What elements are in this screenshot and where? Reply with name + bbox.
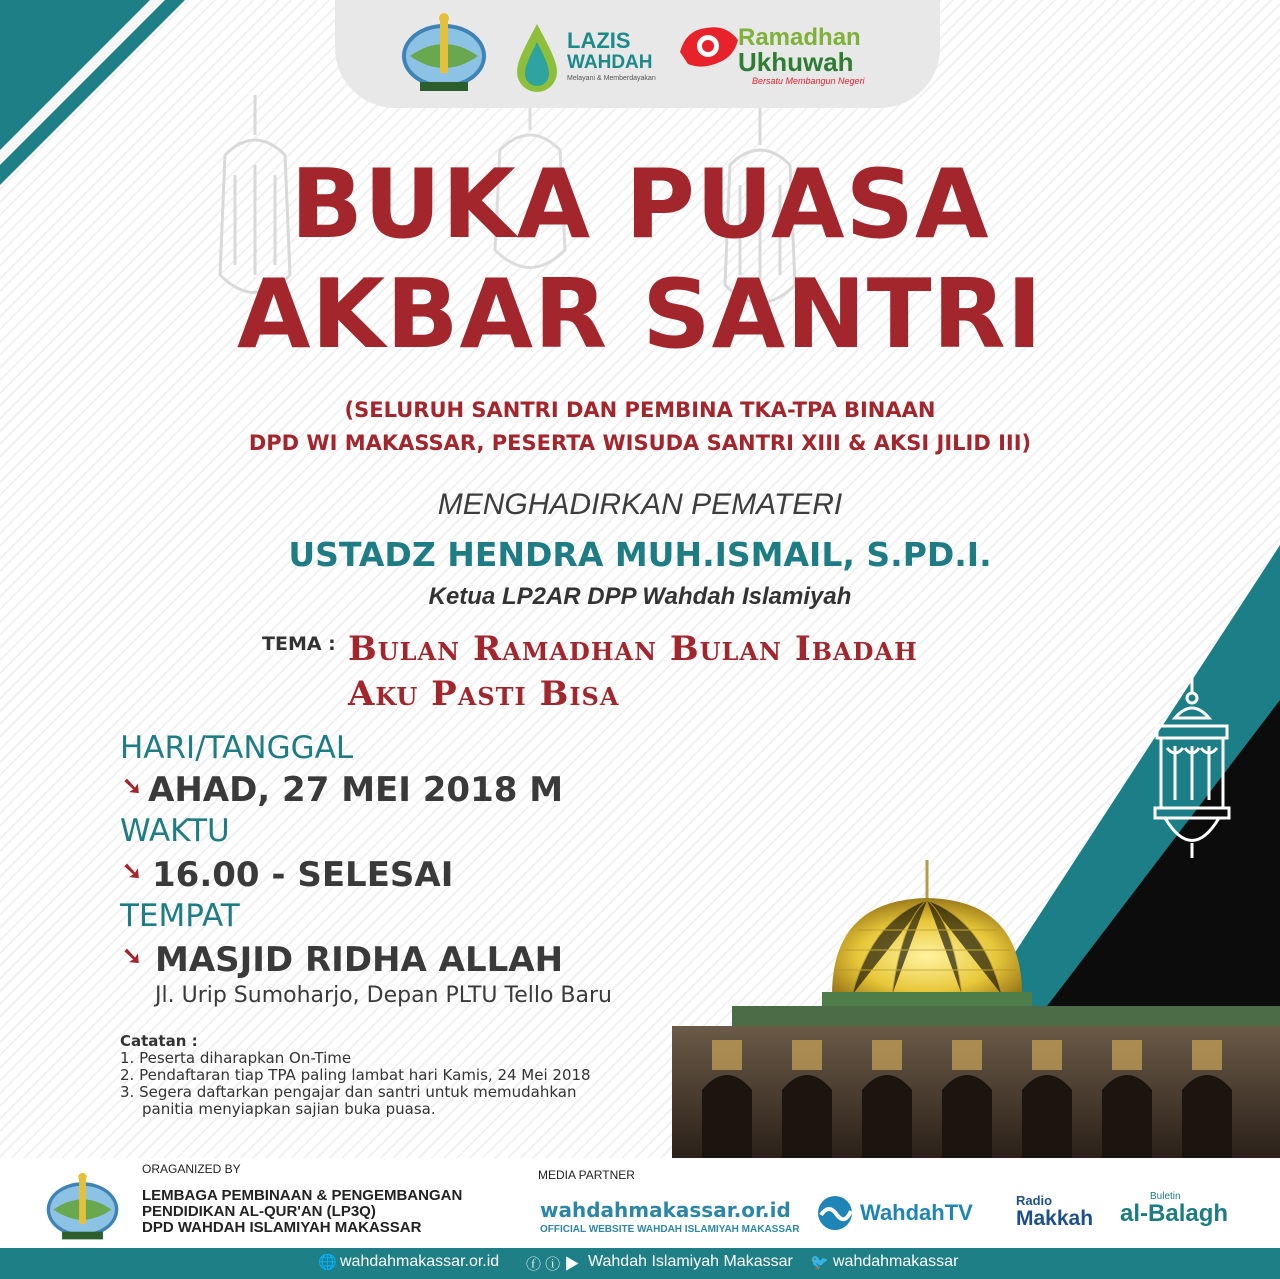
radio-makkah-line1: Radio	[1016, 1193, 1053, 1208]
wahdahmakassar-tagline: OFFICIAL WEBSITE WAHDAH ISLAMIYAH MAKASSAR	[540, 1224, 800, 1235]
date-value: AHAD, 27 MEI 2018 M	[148, 770, 564, 810]
wahdahtv-logo: WahdahTV	[860, 1200, 973, 1225]
place-label: TEMPAT	[120, 898, 240, 934]
date-label: HARI/TANGGAL	[120, 730, 354, 766]
social-media-icons: ⓕ ⓘ ▶	[526, 1256, 580, 1273]
title-line-1: BUKA PUASA	[290, 150, 990, 260]
organized-by-label: ORAGANIZED BY	[142, 1162, 241, 1176]
albalagh-logo: al-Balagh	[1120, 1200, 1229, 1227]
place-arrow-icon: ➘	[122, 943, 143, 970]
buletin-label: Buletin	[1150, 1191, 1181, 1202]
social-media-link[interactable]: Wahdah Islamiyah Makassar	[588, 1253, 793, 1270]
org-line-1: LEMBAGA PEMBINAAN & PENGEMBANGAN	[142, 1187, 463, 1204]
speaker-role: Ketua LP2AR DPP Wahdah Islamiyah	[428, 583, 852, 610]
speaker-name: USTADZ HENDRA MUH.ISMAIL, S.PD.I.	[288, 535, 992, 574]
tema-line-2: Aku Pasti Bisa	[348, 674, 620, 714]
lazis-logo-tag: Melayani & Memberdayakan	[567, 75, 656, 82]
title-line-2: AKBAR SANTRI	[236, 260, 1044, 370]
lazis-drop-icon	[513, 22, 561, 92]
note-2: 2. Pendaftaran tiap TPA paling lambat hari Kamis, 24 Mei 2018	[120, 1066, 591, 1084]
globe-icon: 🌐	[318, 1254, 337, 1271]
ramadhan-logo-tag: Bersatu Membangun Negeri	[752, 76, 865, 86]
media-partner-label: MEDIA PARTNER	[538, 1168, 635, 1182]
time-label: WAKTU	[120, 813, 230, 849]
org-line-2: PENDIDIKAN AL-QUR'AN (LP3Q)	[142, 1203, 376, 1220]
place-address: Jl. Urip Sumoharjo, Depan PLTU Tello Baru	[155, 983, 612, 1008]
org-line-3: DPD WAHDAH ISLAMIYAH MAKASSAR	[142, 1219, 422, 1236]
ramadhan-logo-line2: Ukhuwah	[738, 47, 854, 77]
wahdahmakassar-logo: wahdahmakassar.or.id	[540, 1198, 791, 1222]
notes	[120, 1033, 680, 1118]
time-value: 16.00 - SELESAI	[152, 855, 454, 895]
lazis-logo-line2: WAHDAH	[567, 52, 653, 73]
tema-line-1: Bulan Ramadhan Bulan Ibadah	[348, 629, 918, 669]
ramadhan-ukhuwah-map-icon	[676, 22, 742, 72]
notes-heading: Catatan :	[120, 1032, 198, 1050]
twitter-icon: 🐦	[810, 1254, 829, 1271]
note-3: 3. Segera daftarkan pengajar dan santri untuk memudahkan	[120, 1083, 577, 1101]
ramadhan-logo-line1: Ramadhan	[738, 24, 861, 51]
subtitle-line-1: (SELURUH SANTRI DAN PEMBINA TKA-TPA BINAAN	[344, 398, 936, 422]
place-value: MASJID RIDHA ALLAH	[155, 940, 564, 980]
note-1: 1. Peserta diharapkan On-Time	[120, 1049, 352, 1067]
subtitle-line-2: DPD WI MAKASSAR, PESERTA WISUDA SANTRI XIII & AKSI JILID III)	[248, 431, 1032, 455]
lantern-icon	[1145, 668, 1240, 863]
radio-makkah-line2: Makkah	[1016, 1207, 1094, 1230]
tema-label: TEMA :	[262, 633, 336, 655]
lazis-logo-line1: LAZIS	[567, 28, 631, 53]
website-link[interactable]: wahdahmakassar.or.id	[340, 1253, 500, 1270]
twitter-link[interactable]: wahdahmakassar	[833, 1253, 959, 1270]
wahdah-emblem-footer-logo	[45, 1172, 120, 1242]
wahdahtv-wave-icon	[815, 1195, 855, 1231]
time-arrow-icon: ➘	[122, 858, 143, 885]
note-3-cont: panitia menyiapkan sajian buka puasa.	[142, 1100, 436, 1118]
wahdah-emblem-logo	[400, 12, 488, 94]
speaker-intro: MENGHADIRKAN PEMATERI	[437, 488, 843, 521]
mosque-image	[672, 860, 1280, 1160]
date-arrow-icon: ➘	[122, 773, 143, 800]
